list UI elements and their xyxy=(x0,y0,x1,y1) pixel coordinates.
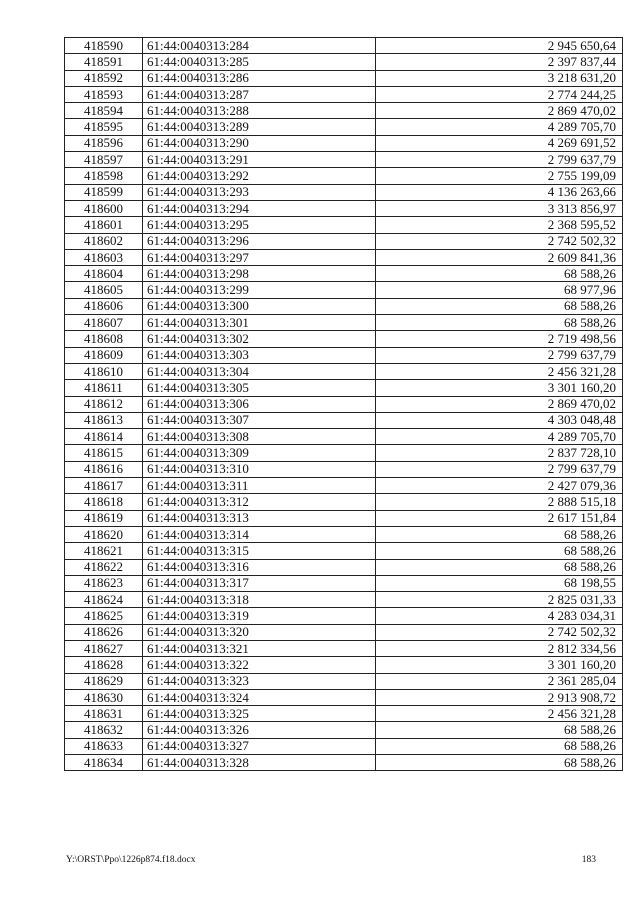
row-number-cell: 418626 xyxy=(65,624,143,640)
table-row xyxy=(65,575,623,591)
cadastral-value-cell: 2 869 470,02 xyxy=(376,103,623,119)
row-number-cell: 418604 xyxy=(65,266,143,282)
cadastral-value-cell: 2 609 841,36 xyxy=(376,249,623,265)
cadastral-value-cell: 68 588,26 xyxy=(376,298,623,314)
table-row xyxy=(65,706,623,722)
row-number-cell: 418603 xyxy=(65,249,143,265)
table-row xyxy=(65,54,623,70)
row-number-cell: 418591 xyxy=(65,54,143,70)
table-row xyxy=(65,70,623,86)
cadastral-value-cell: 68 588,26 xyxy=(376,543,623,559)
table-row xyxy=(65,152,623,168)
row-number-cell: 418594 xyxy=(65,103,143,119)
cadastral-value-cell: 3 218 631,20 xyxy=(376,70,623,86)
cadastral-number-cell: 61:44:0040313:318 xyxy=(143,592,376,608)
cadastral-value-cell: 2 799 637,79 xyxy=(376,152,623,168)
table-row xyxy=(65,624,623,640)
table-row xyxy=(65,608,623,624)
table-row xyxy=(65,249,623,265)
table-row xyxy=(65,282,623,298)
table-row xyxy=(65,543,623,559)
cadastral-number-cell: 61:44:0040313:303 xyxy=(143,347,376,363)
cadastral-value-cell: 3 313 856,97 xyxy=(376,200,623,216)
cadastral-number-cell: 61:44:0040313:289 xyxy=(143,119,376,135)
cadastral-value-cell: 2 742 502,32 xyxy=(376,624,623,640)
cadastral-number-cell: 61:44:0040313:311 xyxy=(143,478,376,494)
cadastral-value-cell: 2 774 244,25 xyxy=(376,86,623,102)
cadastral-number-cell: 61:44:0040313:326 xyxy=(143,722,376,738)
row-number-cell: 418611 xyxy=(65,380,143,396)
table-row xyxy=(65,673,623,689)
row-number-cell: 418617 xyxy=(65,478,143,494)
table-row xyxy=(65,592,623,608)
cadastral-value-cell: 2 719 498,56 xyxy=(376,331,623,347)
cadastral-number-cell: 61:44:0040313:315 xyxy=(143,543,376,559)
cadastral-value-cell: 2 799 637,79 xyxy=(376,461,623,477)
cadastral-number-cell: 61:44:0040313:296 xyxy=(143,233,376,249)
table-row xyxy=(65,755,623,771)
cadastral-value-cell: 4 289 705,70 xyxy=(376,429,623,445)
cadastral-number-cell: 61:44:0040313:284 xyxy=(143,38,376,54)
cadastral-number-cell: 61:44:0040313:322 xyxy=(143,657,376,673)
row-number-cell: 418623 xyxy=(65,575,143,591)
row-number-cell: 418602 xyxy=(65,233,143,249)
footer-page-number: 183 xyxy=(581,855,596,865)
cadastral-number-cell: 61:44:0040313:321 xyxy=(143,640,376,656)
cadastral-value-cell: 68 588,26 xyxy=(376,738,623,754)
cadastral-number-cell: 61:44:0040313:325 xyxy=(143,706,376,722)
table-row xyxy=(65,233,623,249)
row-number-cell: 418597 xyxy=(65,152,143,168)
cadastral-value-cell: 68 588,26 xyxy=(376,315,623,331)
table-row xyxy=(65,119,623,135)
table-row xyxy=(65,331,623,347)
row-number-cell: 418609 xyxy=(65,347,143,363)
cadastral-number-cell: 61:44:0040313:295 xyxy=(143,217,376,233)
cadastral-number-cell: 61:44:0040313:309 xyxy=(143,445,376,461)
table-row xyxy=(65,363,623,379)
cadastral-number-cell: 61:44:0040313:328 xyxy=(143,755,376,771)
row-number-cell: 418613 xyxy=(65,412,143,428)
cadastral-number-cell: 61:44:0040313:316 xyxy=(143,559,376,575)
cadastral-value-cell: 68 588,26 xyxy=(376,526,623,542)
table-row xyxy=(65,266,623,282)
table-row xyxy=(65,396,623,412)
cadastral-number-cell: 61:44:0040313:310 xyxy=(143,461,376,477)
cadastral-value-cell: 2 397 837,44 xyxy=(376,54,623,70)
cadastral-value-cell: 3 301 160,20 xyxy=(376,657,623,673)
row-number-cell: 418615 xyxy=(65,445,143,461)
cadastral-number-cell: 61:44:0040313:300 xyxy=(143,298,376,314)
row-number-cell: 418608 xyxy=(65,331,143,347)
cadastral-value-cell: 2 812 334,56 xyxy=(376,640,623,656)
table-row xyxy=(65,168,623,184)
cadastral-value-cell: 2 945 650,64 xyxy=(376,38,623,54)
row-number-cell: 418627 xyxy=(65,640,143,656)
table-body xyxy=(65,38,623,771)
table-row xyxy=(65,722,623,738)
cadastral-number-cell: 61:44:0040313:317 xyxy=(143,575,376,591)
row-number-cell: 418612 xyxy=(65,396,143,412)
cadastral-value-cell: 68 977,96 xyxy=(376,282,623,298)
cadastral-value-cell: 2 617 151,84 xyxy=(376,510,623,526)
cadastral-value-cell: 2 456 321,28 xyxy=(376,363,623,379)
table-row xyxy=(65,135,623,151)
cadastral-value-cell: 68 588,26 xyxy=(376,266,623,282)
table-row xyxy=(65,559,623,575)
cadastral-number-cell: 61:44:0040313:313 xyxy=(143,510,376,526)
cadastral-number-cell: 61:44:0040313:314 xyxy=(143,526,376,542)
table-row xyxy=(65,217,623,233)
cadastral-number-cell: 61:44:0040313:324 xyxy=(143,689,376,705)
row-number-cell: 418634 xyxy=(65,755,143,771)
table-row xyxy=(65,429,623,445)
row-number-cell: 418601 xyxy=(65,217,143,233)
table-row xyxy=(65,86,623,102)
cadastral-number-cell: 61:44:0040313:294 xyxy=(143,200,376,216)
row-number-cell: 418598 xyxy=(65,168,143,184)
cadastral-number-cell: 61:44:0040313:293 xyxy=(143,184,376,200)
table-row xyxy=(65,38,623,54)
row-number-cell: 418620 xyxy=(65,526,143,542)
table-row xyxy=(65,738,623,754)
table-row xyxy=(65,184,623,200)
table-row xyxy=(65,200,623,216)
cadastral-value-cell: 4 269 691,52 xyxy=(376,135,623,151)
cadastral-value-cell: 2 361 285,04 xyxy=(376,673,623,689)
cadastral-value-cell: 4 303 048,48 xyxy=(376,412,623,428)
table-row xyxy=(65,347,623,363)
cadastral-value-cell: 2 368 595,52 xyxy=(376,217,623,233)
cadastral-value-cell: 2 869 470,02 xyxy=(376,396,623,412)
cadastral-value-table xyxy=(64,37,623,771)
row-number-cell: 418593 xyxy=(65,86,143,102)
cadastral-number-cell: 61:44:0040313:287 xyxy=(143,86,376,102)
row-number-cell: 418599 xyxy=(65,184,143,200)
row-number-cell: 418633 xyxy=(65,738,143,754)
table-row xyxy=(65,640,623,656)
cadastral-value-cell: 68 588,26 xyxy=(376,755,623,771)
cadastral-value-cell: 68 588,26 xyxy=(376,722,623,738)
cadastral-number-cell: 61:44:0040313:327 xyxy=(143,738,376,754)
row-number-cell: 418605 xyxy=(65,282,143,298)
row-number-cell: 418624 xyxy=(65,592,143,608)
cadastral-value-cell: 2 755 199,09 xyxy=(376,168,623,184)
cadastral-number-cell: 61:44:0040313:304 xyxy=(143,363,376,379)
cadastral-number-cell: 61:44:0040313:319 xyxy=(143,608,376,624)
table-row xyxy=(65,657,623,673)
row-number-cell: 418607 xyxy=(65,315,143,331)
row-number-cell: 418622 xyxy=(65,559,143,575)
table-row xyxy=(65,526,623,542)
table-row xyxy=(65,510,623,526)
row-number-cell: 418595 xyxy=(65,119,143,135)
table-row xyxy=(65,412,623,428)
table-row xyxy=(65,689,623,705)
footer-file-path: Y:\ORST\Ppo\1226p874.f18.docx xyxy=(66,855,196,865)
table-row xyxy=(65,478,623,494)
cadastral-value-cell: 2 913 908,72 xyxy=(376,689,623,705)
table-row xyxy=(65,380,623,396)
cadastral-number-cell: 61:44:0040313:298 xyxy=(143,266,376,282)
row-number-cell: 418631 xyxy=(65,706,143,722)
cadastral-number-cell: 61:44:0040313:323 xyxy=(143,673,376,689)
row-number-cell: 418625 xyxy=(65,608,143,624)
cadastral-number-cell: 61:44:0040313:290 xyxy=(143,135,376,151)
table-row xyxy=(65,315,623,331)
table-row xyxy=(65,461,623,477)
cadastral-number-cell: 61:44:0040313:286 xyxy=(143,70,376,86)
cadastral-number-cell: 61:44:0040313:302 xyxy=(143,331,376,347)
table-row xyxy=(65,445,623,461)
row-number-cell: 418592 xyxy=(65,70,143,86)
cadastral-number-cell: 61:44:0040313:312 xyxy=(143,494,376,510)
cadastral-value-cell: 2 825 031,33 xyxy=(376,592,623,608)
cadastral-value-cell: 4 289 705,70 xyxy=(376,119,623,135)
row-number-cell: 418629 xyxy=(65,673,143,689)
row-number-cell: 418619 xyxy=(65,510,143,526)
cadastral-value-cell: 68 588,26 xyxy=(376,559,623,575)
cadastral-value-cell: 2 456 321,28 xyxy=(376,706,623,722)
row-number-cell: 418614 xyxy=(65,429,143,445)
row-number-cell: 418590 xyxy=(65,38,143,54)
cadastral-number-cell: 61:44:0040313:292 xyxy=(143,168,376,184)
row-number-cell: 418596 xyxy=(65,135,143,151)
row-number-cell: 418618 xyxy=(65,494,143,510)
cadastral-number-cell: 61:44:0040313:299 xyxy=(143,282,376,298)
row-number-cell: 418616 xyxy=(65,461,143,477)
cadastral-number-cell: 61:44:0040313:297 xyxy=(143,249,376,265)
cadastral-number-cell: 61:44:0040313:291 xyxy=(143,152,376,168)
cadastral-number-cell: 61:44:0040313:285 xyxy=(143,54,376,70)
cadastral-number-cell: 61:44:0040313:308 xyxy=(143,429,376,445)
cadastral-value-cell: 2 888 515,18 xyxy=(376,494,623,510)
table-row xyxy=(65,494,623,510)
cadastral-value-cell: 2 427 079,36 xyxy=(376,478,623,494)
row-number-cell: 418628 xyxy=(65,657,143,673)
row-number-cell: 418606 xyxy=(65,298,143,314)
row-number-cell: 418610 xyxy=(65,363,143,379)
table-row xyxy=(65,103,623,119)
cadastral-number-cell: 61:44:0040313:288 xyxy=(143,103,376,119)
cadastral-value-cell: 4 283 034,31 xyxy=(376,608,623,624)
cadastral-number-cell: 61:44:0040313:307 xyxy=(143,412,376,428)
cadastral-value-cell: 2 837 728,10 xyxy=(376,445,623,461)
cadastral-value-cell: 2 742 502,32 xyxy=(376,233,623,249)
cadastral-value-cell: 2 799 637,79 xyxy=(376,347,623,363)
cadastral-number-cell: 61:44:0040313:320 xyxy=(143,624,376,640)
cadastral-number-cell: 61:44:0040313:305 xyxy=(143,380,376,396)
cadastral-number-cell: 61:44:0040313:301 xyxy=(143,315,376,331)
cadastral-value-cell: 3 301 160,20 xyxy=(376,380,623,396)
cadastral-number-cell: 61:44:0040313:306 xyxy=(143,396,376,412)
row-number-cell: 418621 xyxy=(65,543,143,559)
row-number-cell: 418600 xyxy=(65,200,143,216)
cadastral-value-cell: 68 198,55 xyxy=(376,575,623,591)
row-number-cell: 418630 xyxy=(65,689,143,705)
table-row xyxy=(65,298,623,314)
cadastral-value-cell: 4 136 263,66 xyxy=(376,184,623,200)
row-number-cell: 418632 xyxy=(65,722,143,738)
